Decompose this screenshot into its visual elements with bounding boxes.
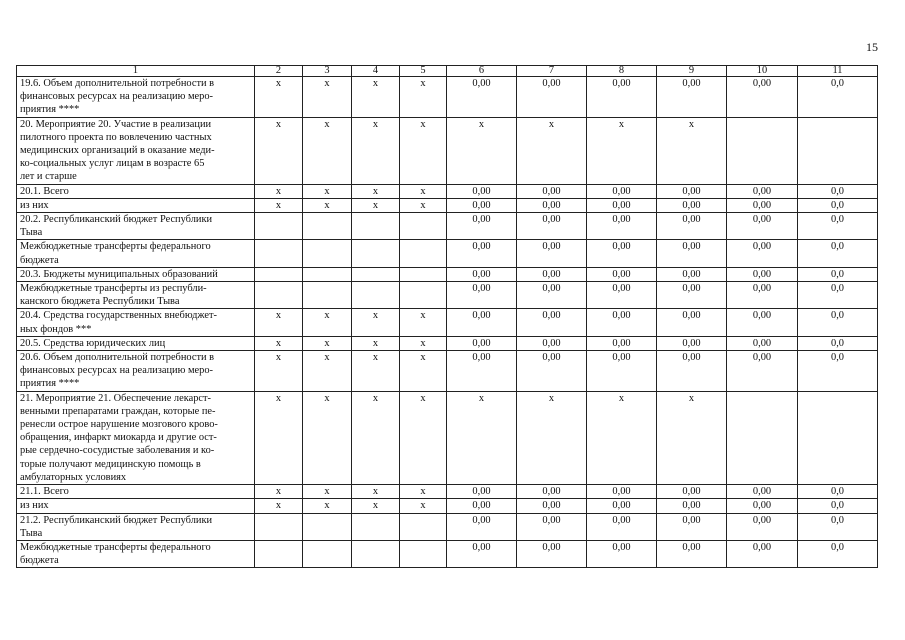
cell-col-5: x [400,336,447,350]
cell-col-2 [255,213,303,240]
description-line: 20.3. Бюджеты муниципальных образований [20,268,218,280]
cell-col-11: 0,0 [798,184,878,198]
cell-col-7: 0,00 [517,540,587,567]
cell-col-11: 0,0 [798,499,878,513]
cell-col-6: 0,00 [447,540,517,567]
cell-col-3 [303,540,352,567]
cell-col-9: 0,00 [657,213,727,240]
cell-col-4 [352,282,400,309]
cell-col-9: 0,00 [657,198,727,212]
cell-col-6: 0,00 [447,267,517,281]
cell-col-6: 0,00 [447,184,517,198]
cell-col-5 [400,213,447,240]
cell-col-7: 0,00 [517,267,587,281]
cell-col-10: 0,00 [727,540,798,567]
row-description [17,513,255,540]
description-line: канского бюджета Республики Тыва [20,296,180,308]
cell-col-6: 0,00 [447,213,517,240]
cell-col-11: 0,0 [798,351,878,392]
table-row [17,540,878,567]
description-line: 20.2. Республиканский бюджет Республики [20,214,213,226]
cell-col-7: x [517,117,587,184]
cell-col-2: x [255,485,303,499]
row-description [17,351,255,392]
description-line: 20.5. Средства юридических лиц [20,337,166,349]
cell-col-9: 0,00 [657,309,727,336]
cell-col-7: x [517,391,587,484]
description-line: ко-социальных услуг лицам в возрасте 65 [20,158,205,170]
cell-col-3: x [303,309,352,336]
cell-col-11: 0,0 [798,540,878,567]
cell-col-9: 0,00 [657,267,727,281]
description-line: Межбюджетные трансферты федерального [20,541,211,553]
cell-col-5 [400,540,447,567]
cell-col-2 [255,513,303,540]
cell-col-7: 0,00 [517,513,587,540]
cell-col-6: 0,00 [447,77,517,118]
cell-col-10: 0,00 [727,184,798,198]
description-line: 20.1. Всего [20,185,69,197]
cell-col-8: 0,00 [587,267,657,281]
cell-col-10: 0,00 [727,513,798,540]
cell-col-11: 0,0 [798,213,878,240]
cell-col-10: 0,00 [727,198,798,212]
cell-col-8: 0,00 [587,213,657,240]
cell-col-8: 0,00 [587,309,657,336]
cell-col-5: x [400,499,447,513]
cell-col-9: x [657,117,727,184]
row-description [17,77,255,118]
cell-col-3 [303,282,352,309]
cell-col-5 [400,267,447,281]
cell-col-3 [303,267,352,281]
description-line: бюджета [20,555,59,567]
cell-col-2 [255,282,303,309]
cell-col-7: 0,00 [517,485,587,499]
cell-col-5 [400,240,447,267]
cell-col-11: 0,0 [798,77,878,118]
description-line: из них [20,199,49,211]
cell-col-5 [400,282,447,309]
cell-col-8: 0,00 [587,513,657,540]
column-number-9: 9 [657,66,727,77]
cell-col-4 [352,513,400,540]
description-line: лет и старше [20,171,77,183]
row-description [17,282,255,309]
cell-col-11: 0,0 [798,309,878,336]
cell-col-8: 0,00 [587,198,657,212]
cell-col-3: x [303,391,352,484]
cell-col-4 [352,267,400,281]
cell-col-6: x [447,391,517,484]
cell-col-8: 0,00 [587,540,657,567]
cell-col-10: 0,00 [727,240,798,267]
column-number-5: 5 [400,66,447,77]
cell-col-9: 0,00 [657,351,727,392]
cell-col-3: x [303,184,352,198]
cell-col-7: 0,00 [517,336,587,350]
description-line: 20. Мероприятие 20. Участие в реализации [20,118,212,130]
cell-col-10: 0,00 [727,267,798,281]
cell-col-10: 0,00 [727,336,798,350]
cell-col-2: x [255,184,303,198]
table-row [17,513,878,540]
column-number-2: 2 [255,66,303,77]
column-number-10: 10 [727,66,798,77]
cell-col-8: 0,00 [587,77,657,118]
cell-col-2: x [255,391,303,484]
cell-col-4: x [352,391,400,484]
description-line: приятия **** [20,378,80,390]
cell-col-10: 0,00 [727,499,798,513]
cell-col-2: x [255,309,303,336]
cell-col-4: x [352,198,400,212]
cell-col-3: x [303,77,352,118]
cell-col-4: x [352,485,400,499]
cell-col-4 [352,540,400,567]
cell-col-11: 0,0 [798,240,878,267]
cell-col-2: x [255,117,303,184]
row-description [17,499,255,513]
cell-col-6: 0,00 [447,499,517,513]
cell-col-6: x [447,117,517,184]
cell-col-2: x [255,336,303,350]
cell-col-10: 0,00 [727,282,798,309]
column-number-8: 8 [587,66,657,77]
cell-col-2 [255,267,303,281]
table-row [17,499,878,513]
cell-col-6: 0,00 [447,282,517,309]
cell-col-10: 0,00 [727,485,798,499]
row-description [17,117,255,184]
description-line: 21.1. Всего [20,486,69,498]
column-number-1: 1 [17,66,255,77]
description-line: бюджета [20,254,59,266]
description-line: Межбюджетные трансферты федерального [20,241,211,253]
row-description [17,240,255,267]
cell-col-9: 0,00 [657,240,727,267]
cell-col-2: x [255,351,303,392]
cell-col-11: 0,0 [798,336,878,350]
cell-col-3: x [303,198,352,212]
cell-col-11: 0,0 [798,282,878,309]
table-row [17,351,878,392]
cell-col-9: x [657,391,727,484]
cell-col-2: x [255,499,303,513]
cell-col-5: x [400,117,447,184]
cell-col-5: x [400,351,447,392]
cell-col-5: x [400,309,447,336]
financing-table [16,65,878,568]
cell-col-4: x [352,77,400,118]
row-description [17,485,255,499]
cell-col-4: x [352,184,400,198]
cell-col-7: 0,00 [517,213,587,240]
description-line: обращения, инфаркт миокарда и другие ост- [20,432,217,444]
table-row [17,309,878,336]
description-line: 21.2. Республиканский бюджет Республики [20,514,213,526]
cell-col-8: 0,00 [587,184,657,198]
cell-col-4 [352,240,400,267]
cell-col-5: x [400,485,447,499]
description-line: Тыва [20,527,43,539]
table-row [17,77,878,118]
table-row [17,336,878,350]
cell-col-8: 0,00 [587,499,657,513]
row-description [17,213,255,240]
cell-col-2: x [255,77,303,118]
cell-col-8: 0,00 [587,240,657,267]
description-line: 20.6. Объем дополнительной потребности в [20,352,215,364]
cell-col-6: 0,00 [447,485,517,499]
table-row [17,184,878,198]
cell-col-7: 0,00 [517,499,587,513]
cell-col-9: 0,00 [657,485,727,499]
cell-col-9: 0,00 [657,499,727,513]
description-line: медицинских организаций в оказание меди- [20,145,215,157]
description-line: 20.4. Средства государственных внебюджет- [20,310,218,322]
cell-col-9: 0,00 [657,77,727,118]
description-line: амбулаторных условиях [20,471,127,483]
cell-col-8: x [587,117,657,184]
cell-col-4 [352,213,400,240]
cell-col-6: 0,00 [447,351,517,392]
cell-col-9: 0,00 [657,540,727,567]
column-number-11: 11 [798,66,878,77]
cell-col-5: x [400,391,447,484]
cell-col-7: 0,00 [517,77,587,118]
cell-col-8: x [587,391,657,484]
cell-col-11: 0,0 [798,485,878,499]
cell-col-11 [798,391,878,484]
column-number-7: 7 [517,66,587,77]
cell-col-10 [727,117,798,184]
description-line: Межбюджетные трансферты из республи- [20,283,207,295]
description-line: Тыва [20,227,43,239]
description-line: ных фондов *** [20,323,92,335]
cell-col-11 [798,117,878,184]
table-row [17,198,878,212]
cell-col-4: x [352,351,400,392]
cell-col-10: 0,00 [727,213,798,240]
table-row [17,485,878,499]
cell-col-11: 0,0 [798,198,878,212]
cell-col-8: 0,00 [587,282,657,309]
row-description [17,391,255,484]
cell-col-9: 0,00 [657,282,727,309]
cell-col-6: 0,00 [447,309,517,336]
cell-col-9: 0,00 [657,513,727,540]
cell-col-4: x [352,336,400,350]
table-body [17,66,878,568]
cell-col-2 [255,540,303,567]
cell-col-3: x [303,117,352,184]
description-line: рые сердечно-сосудистые заболевания и ко- [20,445,215,457]
row-description [17,336,255,350]
description-line: венными препаратами граждан, которые пе- [20,405,216,417]
table-row [17,267,878,281]
cell-col-5: x [400,77,447,118]
table-row [17,117,878,184]
cell-col-3: x [303,336,352,350]
cell-col-3: x [303,485,352,499]
cell-col-5: x [400,184,447,198]
description-line: 21. Мероприятие 21. Обеспечение лекарст- [20,392,212,404]
cell-col-7: 0,00 [517,184,587,198]
table-row [17,391,878,484]
cell-col-4: x [352,117,400,184]
row-description [17,198,255,212]
column-number-3: 3 [303,66,352,77]
cell-col-3 [303,213,352,240]
cell-col-2 [255,240,303,267]
description-line: финансовых ресурсах на реализацию меро- [20,91,213,103]
table-row [17,282,878,309]
cell-col-8: 0,00 [587,336,657,350]
cell-col-3 [303,513,352,540]
description-line: приятия **** [20,104,80,116]
table-row [17,213,878,240]
cell-col-6: 0,00 [447,513,517,540]
cell-col-10: 0,00 [727,309,798,336]
cell-col-11: 0,0 [798,267,878,281]
description-line: финансовых ресурсах на реализацию меро- [20,365,213,377]
cell-col-7: 0,00 [517,198,587,212]
cell-col-10: 0,00 [727,77,798,118]
row-description [17,309,255,336]
cell-col-3: x [303,351,352,392]
column-number-4: 4 [352,66,400,77]
cell-col-3: x [303,499,352,513]
cell-col-11: 0,0 [798,513,878,540]
cell-col-10: 0,00 [727,351,798,392]
cell-col-7: 0,00 [517,351,587,392]
description-line: пилотного проекта по вовлечению частных [20,131,212,143]
table-header-row [17,66,878,77]
cell-col-8: 0,00 [587,485,657,499]
cell-col-10 [727,391,798,484]
cell-col-8: 0,00 [587,351,657,392]
description-line: 19.6. Объем дополнительной потребности в [20,78,215,89]
cell-col-7: 0,00 [517,309,587,336]
page-number: 15 [866,40,878,54]
cell-col-2: x [255,198,303,212]
cell-col-5: x [400,198,447,212]
cell-col-7: 0,00 [517,282,587,309]
row-description [17,267,255,281]
cell-col-7: 0,00 [517,240,587,267]
description-line: торые получают медицинскую помощь в [20,458,201,470]
cell-col-6: 0,00 [447,336,517,350]
cell-col-9: 0,00 [657,336,727,350]
column-number-6: 6 [447,66,517,77]
row-description [17,184,255,198]
cell-col-3 [303,240,352,267]
description-line: ренесли острое нарушение мозгового крово- [20,419,218,431]
cell-col-4: x [352,499,400,513]
cell-col-4: x [352,309,400,336]
table-row [17,240,878,267]
cell-col-9: 0,00 [657,184,727,198]
cell-col-5 [400,513,447,540]
cell-col-6: 0,00 [447,198,517,212]
description-line: из них [20,500,49,512]
row-description [17,540,255,567]
cell-col-6: 0,00 [447,240,517,267]
